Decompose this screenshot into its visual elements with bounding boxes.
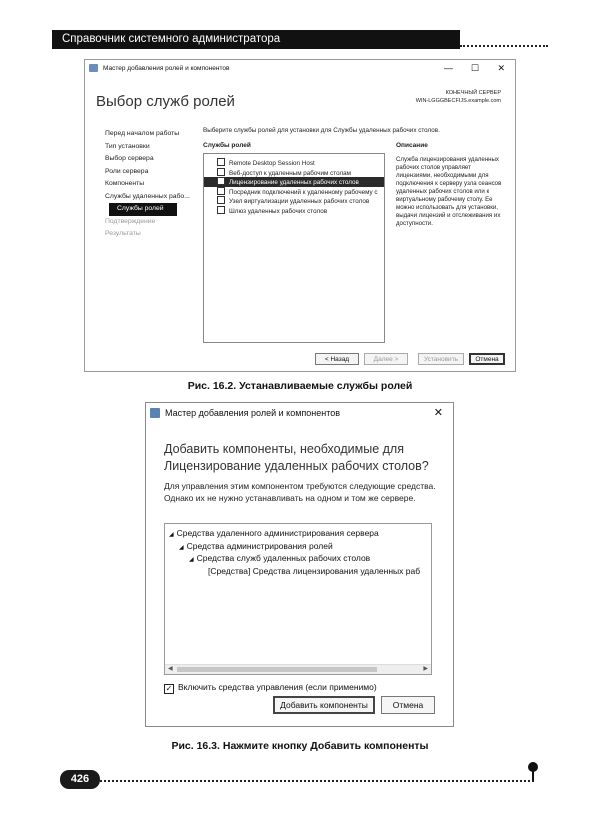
checkbox[interactable]	[217, 196, 225, 204]
add-features-dialog	[145, 402, 454, 727]
role-service-item[interactable]: Remote Desktop Session Host	[204, 158, 384, 168]
expand-triangle-icon[interactable]: ◢	[189, 557, 194, 563]
cancel-button[interactable]: Отмена	[469, 353, 505, 365]
role-service-item[interactable]: Посредник подключений к удаленному рабочему с	[204, 187, 384, 197]
dialog-info-text: Для управления этим компонентом требуются следующие средства. Однако их не нужно устанавливать на одном и том же сервере.	[164, 481, 436, 503]
scroll-left-icon[interactable]: ◀	[168, 666, 173, 672]
nav-item-before-you-begin[interactable]: Перед началом работы	[105, 130, 180, 137]
scrollbar-thumb[interactable]	[177, 667, 377, 672]
dialog-titlebar	[146, 403, 453, 423]
tree-node[interactable]: ◢ Средства администрирования ролей	[165, 540, 431, 553]
role-services-list	[203, 153, 385, 343]
description-label: Описание	[396, 142, 428, 149]
back-button[interactable]: < Назад	[315, 353, 359, 365]
tree-node[interactable]: ◢ Средства служб удаленных рабочих столов	[165, 552, 431, 565]
server-name: WIN-LGGGBECFIJS.example.com	[415, 98, 501, 104]
running-title: Справочник системного администратора	[62, 33, 281, 45]
window-title: Мастер добавления ролей и компонентов	[103, 65, 230, 72]
figure-caption-16-2: Рис. 16.2. Устанавливаемые службы ролей	[187, 380, 413, 392]
add-features-button[interactable]: Добавить компоненты	[273, 696, 375, 714]
close-icon[interactable]: ✕	[497, 63, 505, 73]
footer-dotted-rule	[100, 780, 534, 782]
running-header	[52, 30, 460, 49]
server-label: КОНЕЧНЫЙ СЕРВЕР	[445, 90, 501, 96]
tree-node[interactable]: ◢ Средства удаленного администрирования сервера	[165, 527, 431, 540]
minimize-icon[interactable]: —	[444, 63, 453, 73]
close-icon[interactable]: ✕	[433, 407, 443, 419]
checkbox[interactable]	[217, 158, 225, 166]
role-service-item[interactable]: Узел виртуализации удаленных рабочих столов	[204, 196, 384, 206]
nav-item-features[interactable]: Компоненты	[105, 180, 145, 187]
role-service-item-selected[interactable]: Лицензирование удаленных рабочих столов	[204, 177, 384, 187]
nav-item-installation-type[interactable]: Тип установки	[105, 142, 150, 150]
maximize-icon[interactable]: ☐	[470, 63, 479, 73]
next-button: Далее >	[364, 353, 408, 365]
features-tree	[164, 523, 432, 675]
description-text: Служба лицензирования удаленных рабочих столов управляет лицензиями, необходимыми для подключения к серверу узла сеансов удаленных рабочих столов или к виртуальному рабочему столу. Ее можно использовать для установки, выдачи лицензий и отслеживания их доступности.	[396, 156, 502, 227]
expand-triangle-icon[interactable]: ◢	[169, 532, 174, 538]
window-titlebar	[85, 60, 515, 77]
wizard-nav	[105, 128, 189, 241]
server-manager-icon	[150, 408, 160, 418]
cancel-button[interactable]: Отмена	[381, 696, 435, 714]
dialog-heading: Добавить компоненты, необходимые для Лицензирование удаленных рабочих столов?	[164, 442, 429, 473]
header-dotted-rule	[460, 45, 548, 47]
footer-marker-dot	[528, 762, 538, 772]
page-title: Выбор служб ролей	[96, 93, 235, 110]
nav-item-rds[interactable]: Службы удаленных рабо...	[105, 192, 190, 200]
page-number: 426	[60, 770, 100, 789]
include-tools-option[interactable]	[164, 682, 377, 694]
include-tools-label: Включить средства управления (если применимо)	[178, 682, 377, 692]
checkbox[interactable]	[217, 177, 225, 185]
scroll-right-icon[interactable]: ▶	[423, 666, 428, 672]
checkbox[interactable]	[217, 206, 225, 214]
nav-item-server-selection[interactable]: Выбор сервера	[105, 155, 154, 162]
expand-triangle-icon[interactable]: ◢	[179, 544, 184, 551]
install-button: Установить	[418, 353, 464, 365]
nav-item-role-services[interactable]: Службы ролей	[109, 203, 177, 216]
checkbox[interactable]	[217, 168, 225, 176]
nav-item-confirmation: Подтверждение	[105, 217, 156, 225]
tree-node[interactable]: [Средства] Средства лицензирования удаленных раб	[208, 565, 421, 576]
role-services-label: Службы ролей	[203, 142, 251, 149]
dialog-title: Мастер добавления ролей и компонентов	[165, 408, 341, 418]
include-tools-checkbox[interactable]: ✓	[165, 684, 173, 693]
horizontal-scrollbar[interactable]	[165, 664, 431, 674]
destination-server	[416, 89, 501, 105]
role-service-item[interactable]: Шлюз удаленных рабочих столов	[204, 206, 384, 216]
instruction-text: Выберите службы ролей для установки для Службы удаленных рабочих столов.	[203, 127, 440, 134]
nav-item-server-roles[interactable]: Роли сервера	[105, 167, 149, 175]
wizard-button-bar	[85, 350, 515, 372]
role-service-item[interactable]: Веб-доступ к удаленным рабочим столам	[204, 168, 384, 178]
nav-item-results: Результаты	[105, 230, 141, 237]
checkbox[interactable]	[217, 187, 225, 195]
figure-caption-16-3: Рис. 16.3. Нажмите кнопку Добавить компоненты	[171, 740, 429, 752]
wizard-window-role-services	[84, 59, 516, 372]
server-manager-icon	[89, 64, 98, 72]
